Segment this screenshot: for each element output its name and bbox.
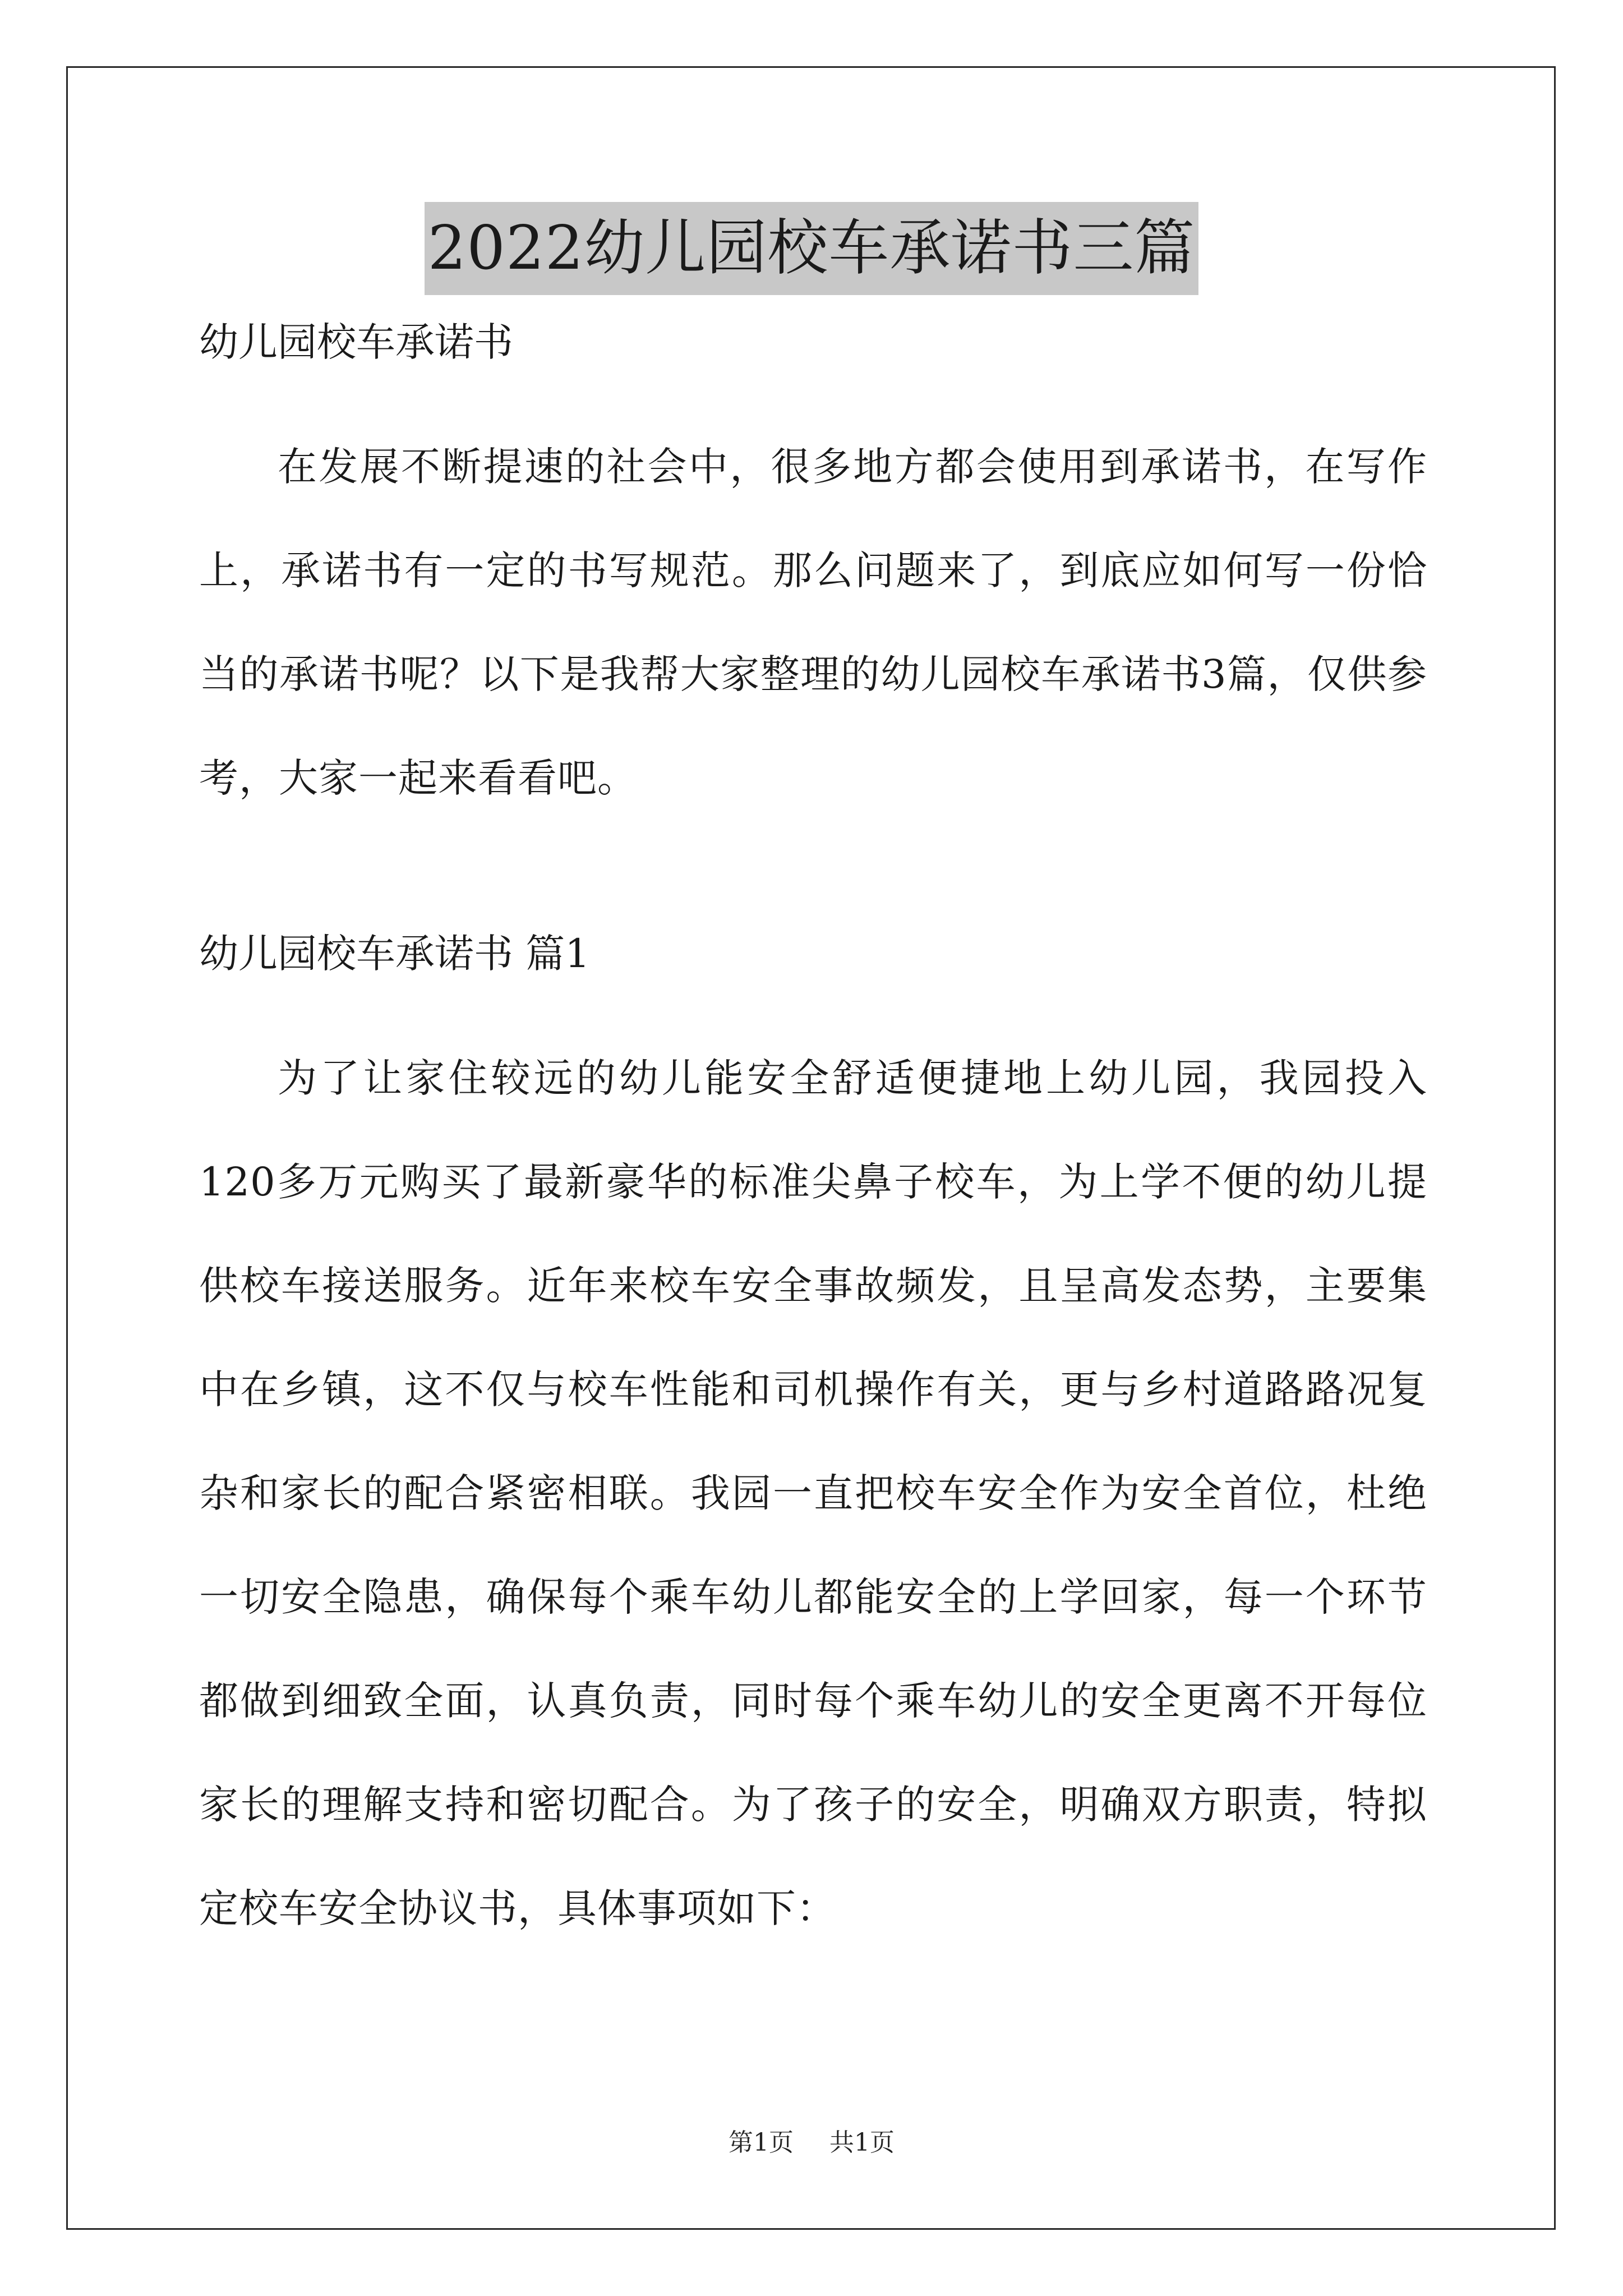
section-heading: 幼儿园校车承诺书 篇1 — [199, 931, 590, 977]
section-paragraph: 为了让家住较远的幼儿能安全舒适便捷地上幼儿园，我园投入120多万元购买了最新豪华的标准尖鼻子校车，为上学不便的幼儿提供校车接送服务。近年来校车安全事故频发，且呈高发态势，主要集中在乡镇，这不仅与校车性能和司机操作有关，更与乡村道路路况复杂和家长的配合紧密相联。我园一直把校车安全作为安全首位，杜绝一切安全隐患，确保每个乘车幼儿都能安全的上学回家，每一个环节都做到细致全面，认真负责，同时每个乘车幼儿的安全更离不开每位家长的理解支持和密切配合。为了孩子的安全，明确双方职责，特拟定校车安全协议书，具体事项如下： — [199, 1055, 1427, 1931]
document-subtitle: 幼儿园校车承诺书 — [199, 319, 513, 365]
paragraph-spacer — [199, 830, 1427, 926]
page-footer — [0, 2126, 1623, 2160]
page-number-total: 共1页 — [829, 2128, 895, 2157]
document-body — [199, 314, 1427, 1961]
page-number-current: 第1页 — [728, 2128, 794, 2157]
intro-paragraph: 在发展不断提速的社会中，很多地方都会使用到承诺书，在写作上，承诺书有一定的书写规范。那么问题来了，到底应如何写一份恰当的承诺书呢？以下是我帮大家整理的幼儿园校车承诺书3篇，仅供参考，大家一起来看看吧。 — [199, 444, 1427, 801]
document-title: 2022幼儿园校车承诺书三篇 — [425, 202, 1199, 295]
title-container — [0, 202, 1623, 295]
